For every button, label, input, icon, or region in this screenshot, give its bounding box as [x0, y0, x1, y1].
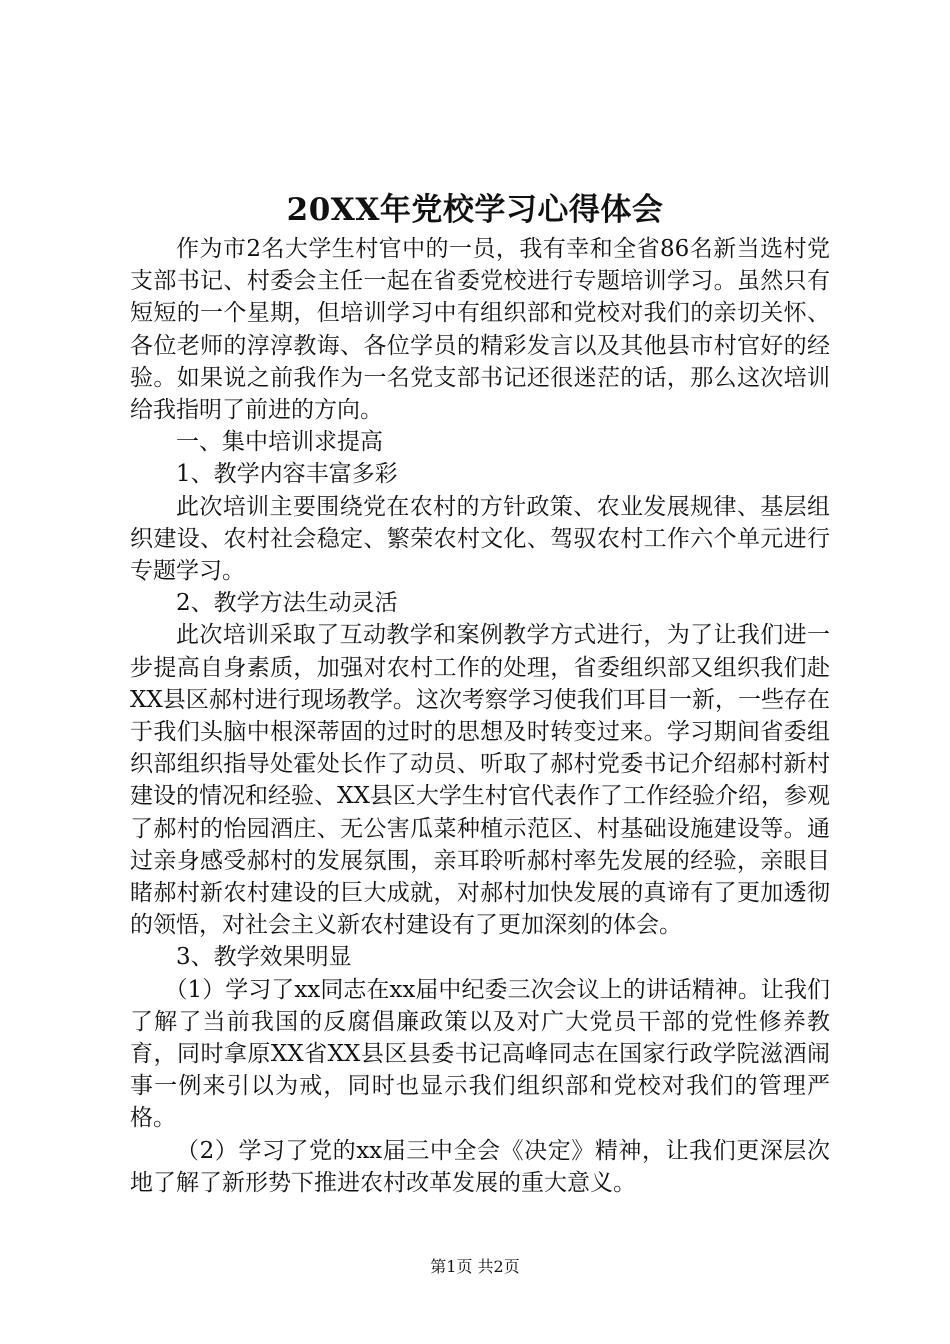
- list-item-2: （2）学习了党的xx届三中全会《决定》精神，让我们更深层次地了解了新形势下推进农村改革发展的重大意义。: [130, 1137, 830, 1196]
- subsection-heading-1: 1、教学内容丰富多彩: [176, 461, 398, 488]
- section-heading-1: 一、集中培训求提高: [176, 429, 383, 456]
- subsection-paragraph-2: 此次培训采取了互动教学和案例教学方式进行，为了让我们进一步提高自身素质，加强对农村工作的处理，省委组织部又组织我们赴XX县区郝村进行现场教学。这次考察学习使我们耳目一新，一些存在于我们头脑中根深蒂固的过时的思想及时转变过来。学习期间省委组织部组织指导处霍处长作了动员、听取了郝村党委书记介绍郝村新村建设的情况和经验、XX县区大学生村官代表作了工作经验介绍，参观了郝村的怡园酒庄、无公害瓜菜种植示范区、村基础设施建设等。通过亲身感受郝村的发展氛围，亲耳聆听郝村率先发展的经验，亲眼目睹郝村新农村建设的巨大成就，对郝村加快发展的真谛有了更加透彻的领悟，对社会主义新农村建设有了更加深刻的体会。: [130, 622, 830, 939]
- subsection-heading-2: 2、教学方法生动灵活: [176, 590, 398, 617]
- subsection-paragraph-1: 此次培训主要围绕党在农村的方针政策、农业发展规律、基层组织建设、农村社会稳定、繁荣农村文化、驾驭农村工作六个单元进行专题学习。: [130, 493, 830, 585]
- page-number: 第1页 共2页: [430, 1257, 520, 1276]
- document-body: [130, 233, 830, 1199]
- list-item-1: （1）学习了xx同志在xx届中纪委三次会议上的讲话精神。让我们了解了当前我国的反腐倡廉政策以及对广大党员干部的党性修养教育，同时拿原XX省XX县区县委书记高峰同志在国家行政学院滋酒闹事一例来引以为戒，同时也显示我们组织部和党校对我们的管理严格。: [130, 976, 830, 1132]
- intro-paragraph: 作为市2名大学生村官中的一员，我有幸和全省86名新当选村党支部书记、村委会主任一起在省委党校进行专题培训学习。虽然只有短短的一个星期，但培训学习中有组织部和党校对我们的亲切关怀、各位老师的淳淳教诲、各位学员的精彩发言以及其他县市村官好的经验。如果说之前我作为一名党支部书记还很迷茫的话，那么这次培训给我指明了前进的方向。: [130, 236, 830, 424]
- subsection-heading-3: 3、教学效果明显: [176, 944, 352, 971]
- page-title: 20XX年党校学习心得体会: [286, 192, 664, 228]
